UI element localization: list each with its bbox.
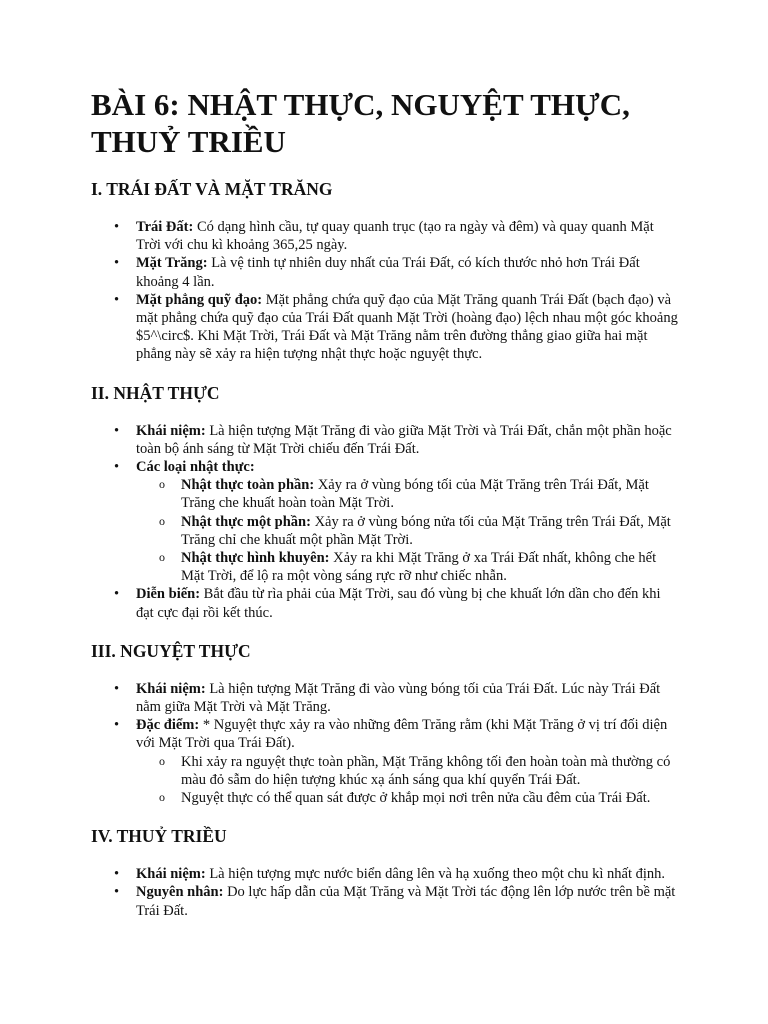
section-heading: IV. THUỶ TRIỀU — [91, 826, 227, 847]
section-lunar-eclipse — [91, 640, 680, 807]
bullet-list — [91, 422, 680, 622]
list-item — [136, 716, 680, 807]
sub-list — [136, 753, 680, 808]
list-item — [136, 883, 680, 919]
item-label: Các loại nhật thực: — [136, 459, 255, 476]
item-label: Nguyên nhân: — [136, 884, 224, 901]
page-title: BÀI 6: NHẬT THỰC, NGUYỆT THỰC, THUỶ TRIỀU — [91, 87, 630, 159]
section-tides — [91, 825, 680, 920]
item-text: Khi xảy ra nguyệt thực toàn phần, Mặt Trăng không tối đen hoàn toàn mà thường có màu đỏ sẫm do hiện tượng khúc xạ ánh sáng qua khí quyển Trái Đất. — [181, 753, 671, 788]
section-solar-eclipse — [91, 382, 680, 622]
sub-list-item — [181, 549, 680, 585]
list-item — [136, 291, 680, 364]
item-text: Có dạng hình cầu, tự quay quanh trục (tạo ra ngày và đêm) và quay quanh Mặt Trời với chu kì khoảng 365,25 ngày. — [136, 219, 654, 254]
item-label: Khái niệm: — [136, 866, 206, 883]
list-item — [136, 585, 680, 621]
list-item — [136, 422, 680, 458]
item-label: Mặt Trăng: — [136, 255, 208, 272]
list-item — [136, 218, 680, 254]
item-text: Xảy ra ở vùng bóng nửa tối của Mặt Trăng trên Trái Đất, Mặt Trăng chỉ che khuất một phần Mặt Trời. — [181, 513, 671, 548]
item-text: Mặt phẳng chứa quỹ đạo của Mặt Trăng quanh Trái Đất (bạch đạo) và mặt phẳng chứa quỹ đạo của Trái Đất quanh Mặt Trời (hoàng đạo) lệch nhau một góc khoảng $5^\circ$. Khi Mặt Trời, Trái Đất và Mặt Trăng nằm trên đường thẳng giao giữa hai mặt phẳng này sẽ xảy ra hiện tượng nhật thực hoặc nguyệt thực. — [136, 291, 678, 363]
sub-list-item — [181, 476, 680, 512]
item-text: Do lực hấp dẫn của Mặt Trăng và Mặt Trời tác động lên lớp nước trên bề mặt Trái Đất. — [136, 884, 676, 919]
item-label: Trái Đất: — [136, 219, 194, 235]
section-earth-moon — [91, 178, 680, 364]
item-text: Xảy ra khi Mặt Trăng ở xa Trái Đất nhất, không che hết Mặt Trời, để lộ ra một vòng sáng rực rỡ như chiếc nhẫn. — [181, 550, 657, 585]
item-label: Diễn biến: — [136, 586, 201, 603]
item-label: Khái niệm: — [136, 422, 206, 439]
section-heading: II. NHẬT THỰC — [91, 382, 220, 403]
list-item — [136, 254, 680, 290]
item-label: Nhật thực hình khuyên: — [181, 550, 330, 567]
item-text: Xảy ra ở vùng bóng tối của Mặt Trăng trên Trái Đất, Mặt Trăng che khuất hoàn toàn Mặt Trời. — [181, 477, 649, 512]
item-text: Là hiện tượng Mặt Trăng đi vào giữa Mặt Trời và Trái Đất, chắn một phần hoặc toàn bộ ánh sáng từ Mặt Trời chiếu đến Trái Đất. — [136, 422, 672, 457]
item-text: Bắt đầu từ rìa phải của Mặt Trời, sau đó vùng bị che khuất lớn dần cho đến khi đạt cực đại rồi kết thúc. — [136, 586, 661, 621]
item-label: Nhật thực một phần: — [181, 513, 311, 530]
item-label: Mặt phẳng quỹ đạo: — [136, 291, 263, 308]
item-label: Nhật thực toàn phần: — [181, 477, 315, 494]
list-item — [136, 865, 680, 883]
bullet-list — [91, 680, 680, 807]
sub-list-item — [181, 789, 680, 807]
sub-list — [136, 476, 680, 585]
item-text: Là vệ tinh tự nhiên duy nhất của Trái Đất, có kích thước nhỏ hơn Trái Đất khoảng 4 lần. — [136, 255, 640, 290]
item-text: * Nguyệt thực xảy ra vào những đêm Trăng rằm (khi Mặt Trăng ở vị trí đối diện với Mặt Trời qua Trái Đất). — [136, 717, 668, 752]
sub-list-item — [181, 753, 680, 789]
item-text: Là hiện tượng Mặt Trăng đi vào vùng bóng tối của Trái Đất. Lúc này Trái Đất nằm giữa Mặt Trời và Mặt Trăng. — [136, 680, 661, 716]
sub-list-item — [181, 513, 680, 549]
list-item — [136, 680, 680, 716]
bullet-list — [91, 865, 680, 920]
item-label: Đặc điểm: — [136, 717, 200, 734]
bullet-list — [91, 218, 680, 364]
item-text: Là hiện tượng mực nước biển dâng lên và hạ xuống theo một chu kì nhất định. — [205, 866, 666, 883]
item-text: Nguyệt thực có thể quan sát được ở khắp mọi nơi trên nửa cầu đêm của Trái Đất. — [181, 790, 651, 807]
section-heading: III. NGUYỆT THỰC — [91, 640, 251, 661]
item-label: Khái niệm: — [136, 680, 206, 697]
section-heading: I. TRÁI ĐẤT VÀ MẶT TRĂNG — [91, 179, 333, 199]
list-item — [136, 458, 680, 585]
